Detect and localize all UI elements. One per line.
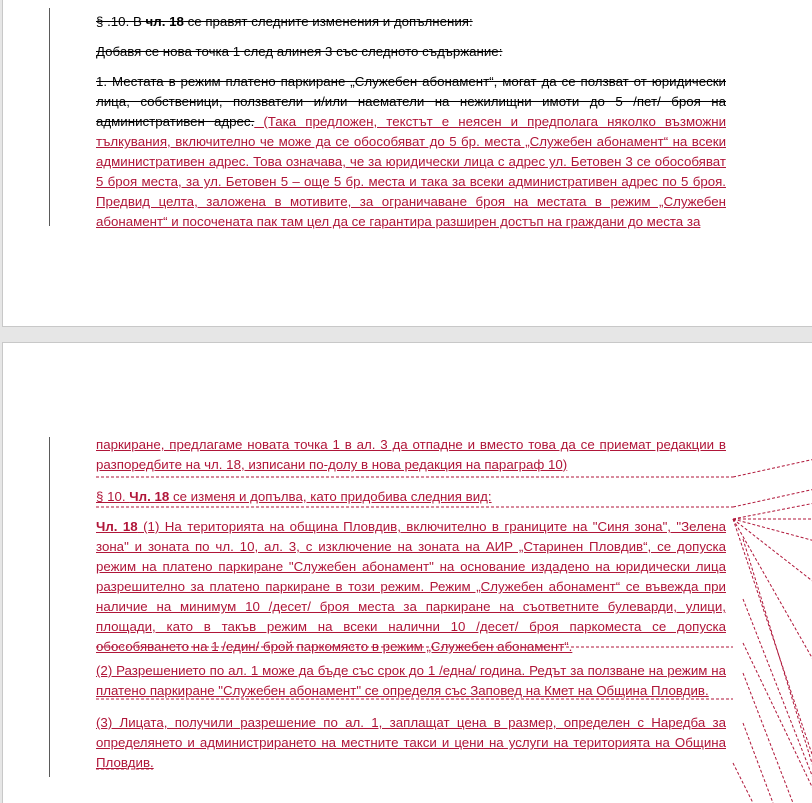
paragraph-section-10-original[interactable] <box>96 12 726 32</box>
markup-line <box>743 673 793 803</box>
inserted-text: (1) На територията на община Пловдив, включително в границите на "Синя зона", "Зелена зона" и зоната по чл. 10, ал. 3, с изключение на зоната на АИР „Старинен Пловдив“, се допуска режим на платено паркиране "Служебен абонамент" на основание издадено на юридически лица разрешително за платено паркиране в този режим. Режим „Служебен абонамент“ се въвежда при наличие на минимум 10 /десет/ броя места за паркиране на съответните булеварди, улици, площади, като в такъв режим на всеки налични 10 /десет/ броя паркоместа се допуска обособяването на 1 /един/ брой паркомясто в режим „Служебен абонамент“. <box>96 519 727 654</box>
deleted-text: се правят следните изменения и допълнения: <box>183 14 473 29</box>
markup-line <box>743 539 812 773</box>
markup-line <box>743 599 812 783</box>
markup-line <box>733 519 812 541</box>
markup-line <box>733 489 812 507</box>
inserted-text: (Така предложен, текстът е неясен и предполага няколко възможни тълкувания, включително че може да се обособяват до 5 бр. места „Служебен абонамент“ на всеки административен адрес. Това означава, че за юридически лица с адрес ул. Бетовен 3 се обособяват 5 броя места, за ул. Бетовен 5 – още 5 бр. места и така за всеки административен адрес по 5 броя. Предвид целта, заложена в мотивите, за ограничаване броя на местата в режим „Служебен абонамент“ и посочената пак там цел да се гарантира разширен достъп на граждани до места за <box>96 114 726 229</box>
markup-line <box>743 643 812 793</box>
paragraph-add-point[interactable] <box>96 42 726 62</box>
revision-markup-lines <box>3 343 812 803</box>
paragraph-point-1[interactable] <box>96 72 726 232</box>
markup-line <box>733 459 812 477</box>
markup-line <box>733 519 812 583</box>
markup-line <box>733 503 812 519</box>
inserted-text: се изменя и допълва, като придобива следния вид: <box>169 489 492 504</box>
deleted-text: § .10. В <box>96 14 146 29</box>
change-bar <box>49 8 50 226</box>
inserted-text: (3) Лицата, получили разрешение по ал. 1, заплащат цена в размер, определен с Наредба за определянето и администрирането на местните такси и цени на услуги на територията на Община Пловдив. <box>96 715 726 770</box>
deleted-text: 1. Местата в режим платено паркиране „Служебен абонамент“, могат да се ползват от юридически лица, собственици, ползватели и/или наематели на нежилищни имоти до 5 /пет/ броя на административен адрес. <box>96 74 726 129</box>
deleted-text: чл. 18 <box>145 14 184 29</box>
document-page-1 <box>2 0 812 327</box>
document-page-2 <box>2 342 812 803</box>
inserted-text: (2) Разрешението по ал. 1 може да бъде със срок до 1 /една/ година. Редът за ползване на режим на платено паркиране "Служебен абонамент" се определя със Заповед на Кмет на Община Пловдив. <box>96 663 726 698</box>
inserted-text: паркиране, предлагаме новата точка 1 в ал. 3 да отпадне и вместо това да се приемат редакции в разпоредбите на чл. 18, изписани по-долу в нова редакция на параграф 10) <box>96 437 726 472</box>
inserted-text: Чл. 18 <box>129 489 170 504</box>
deleted-text: Добавя се нова точка 1 след алинея 3 със следното съдържание: <box>96 44 503 59</box>
markup-line <box>733 519 812 663</box>
inserted-text: § 10. <box>96 489 130 504</box>
markup-line <box>733 763 753 803</box>
inserted-text: Чл. 18 <box>96 519 138 534</box>
